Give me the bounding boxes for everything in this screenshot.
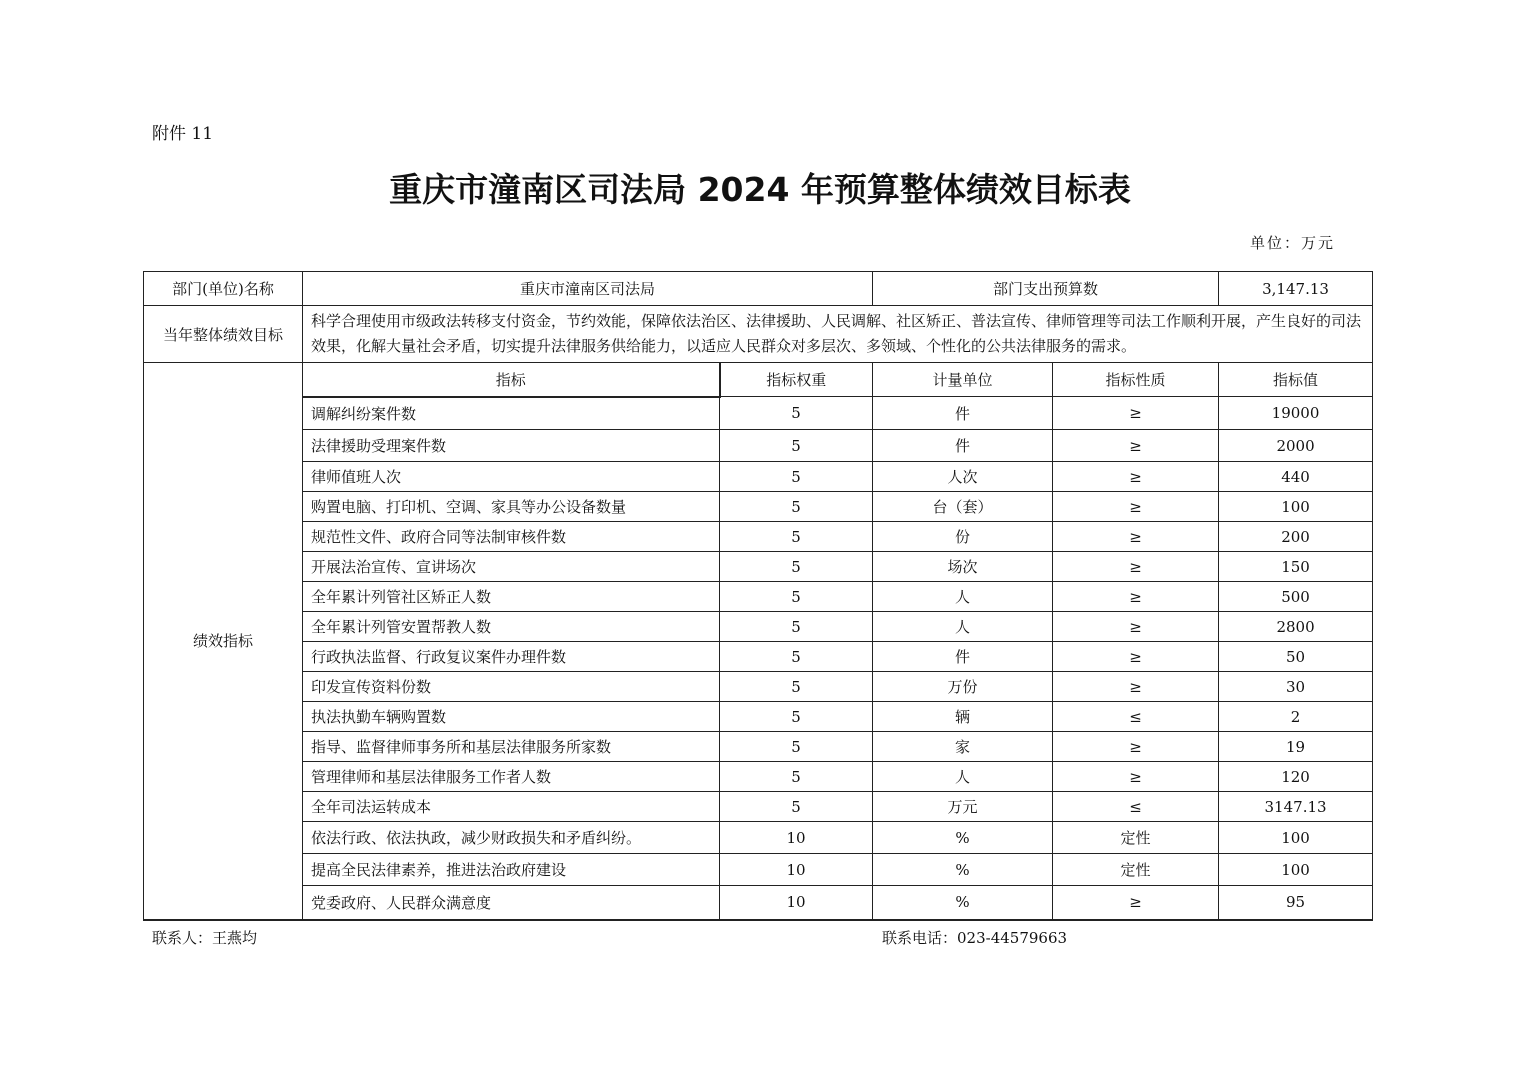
cell-weight: 10 (720, 886, 873, 920)
cell-indicator: 全年累计列管安置帮教人数 (303, 612, 720, 642)
indicator-row (144, 397, 1373, 430)
budget-value: 3,147.13 (1219, 272, 1373, 306)
cell-weight: 5 (720, 582, 873, 612)
cell-weight: 5 (720, 702, 873, 732)
header-nature: 指标性质 (1053, 363, 1219, 397)
indicator-row (144, 792, 1373, 822)
cell-unit: 人 (873, 582, 1053, 612)
cell-nature: ≥ (1053, 762, 1219, 792)
cell-nature: ≥ (1053, 397, 1219, 430)
page-title: 重庆市潼南区司法局 2024 年预算整体绩效目标表 (389, 170, 1131, 209)
cell-value: 100 (1219, 854, 1373, 886)
cell-indicator: 依法行政、依法执政，减少财政损失和矛盾纠纷。 (303, 822, 720, 854)
cell-unit: 份 (873, 522, 1053, 552)
attachment-label: 附件 11 (152, 124, 214, 144)
cell-unit: % (873, 822, 1053, 854)
cell-value: 19 (1219, 732, 1373, 762)
cell-unit: % (873, 886, 1053, 920)
cell-value: 2800 (1219, 612, 1373, 642)
cell-indicator: 律师值班人次 (303, 462, 720, 492)
indicator-row (144, 462, 1373, 492)
indicator-row (144, 642, 1373, 672)
cell-nature: ≥ (1053, 642, 1219, 672)
indicator-row (144, 672, 1373, 702)
cell-indicator: 印发宣传资料份数 (303, 672, 720, 702)
indicator-row (144, 582, 1373, 612)
cell-nature: ≥ (1053, 492, 1219, 522)
cell-nature: ≤ (1053, 702, 1219, 732)
cell-weight: 10 (720, 854, 873, 886)
contact-phone: 联系电话：023-44579663 (882, 929, 1068, 947)
indicator-row (144, 732, 1373, 762)
cell-weight: 5 (720, 612, 873, 642)
indicator-row (144, 522, 1373, 552)
header-value: 指标值 (1219, 363, 1373, 397)
unit-label: 单位：万元 (1250, 234, 1336, 252)
cell-unit: 件 (873, 642, 1053, 672)
cell-indicator: 执法执勤车辆购置数 (303, 702, 720, 732)
cell-unit: 台（套） (873, 492, 1053, 522)
cell-nature: ≥ (1053, 522, 1219, 552)
cell-nature: ≥ (1053, 886, 1219, 920)
cell-weight: 5 (720, 430, 873, 462)
cell-weight: 5 (720, 732, 873, 762)
cell-value: 2000 (1219, 430, 1373, 462)
cell-unit: 家 (873, 732, 1053, 762)
cell-value: 500 (1219, 582, 1373, 612)
cell-nature: 定性 (1053, 822, 1219, 854)
dept-label: 部门(单位)名称 (144, 272, 303, 306)
cell-weight: 5 (720, 792, 873, 822)
cell-unit: % (873, 854, 1053, 886)
cell-indicator: 党委政府、人民群众满意度 (303, 886, 720, 920)
indicator-row (144, 762, 1373, 792)
cell-unit: 辆 (873, 702, 1053, 732)
indicator-row (144, 886, 1373, 920)
cell-weight: 5 (720, 522, 873, 552)
cell-unit: 件 (873, 397, 1053, 430)
cell-unit: 人次 (873, 462, 1053, 492)
dept-row (144, 272, 1373, 306)
performance-table (143, 271, 1373, 921)
indicator-row (144, 854, 1373, 886)
cell-value: 100 (1219, 822, 1373, 854)
cell-value: 95 (1219, 886, 1373, 920)
cell-weight: 5 (720, 552, 873, 582)
cell-weight: 5 (720, 492, 873, 522)
header-weight: 指标权重 (720, 363, 873, 397)
indicator-row (144, 612, 1373, 642)
cell-indicator: 调解纠纷案件数 (303, 397, 720, 430)
cell-value: 440 (1219, 462, 1373, 492)
cell-indicator: 行政执法监督、行政复议案件办理件数 (303, 642, 720, 672)
cell-unit: 人 (873, 762, 1053, 792)
cell-nature: ≥ (1053, 732, 1219, 762)
cell-indicator: 指导、监督律师事务所和基层法律服务所家数 (303, 732, 720, 762)
cell-value: 100 (1219, 492, 1373, 522)
cell-weight: 5 (720, 462, 873, 492)
cell-value: 200 (1219, 522, 1373, 552)
indicator-row (144, 430, 1373, 462)
cell-nature: ≥ (1053, 612, 1219, 642)
cell-weight: 5 (720, 672, 873, 702)
indicator-row (144, 492, 1373, 522)
header-indicator: 指标 (303, 363, 720, 397)
cell-unit: 万元 (873, 792, 1053, 822)
cell-nature: ≥ (1053, 672, 1219, 702)
cell-value: 120 (1219, 762, 1373, 792)
cell-indicator: 管理律师和基层法律服务工作者人数 (303, 762, 720, 792)
cell-unit: 人 (873, 612, 1053, 642)
cell-nature: ≥ (1053, 582, 1219, 612)
cell-unit: 件 (873, 430, 1053, 462)
cell-value: 30 (1219, 672, 1373, 702)
indicator-row (144, 702, 1373, 732)
cell-nature: ≥ (1053, 462, 1219, 492)
cell-weight: 5 (720, 397, 873, 430)
cell-nature: ≤ (1053, 792, 1219, 822)
cell-indicator: 购置电脑、打印机、空调、家具等办公设备数量 (303, 492, 720, 522)
cell-indicator: 提高全民法律素养，推进法治政府建设 (303, 854, 720, 886)
cell-indicator: 法律援助受理案件数 (303, 430, 720, 462)
cell-weight: 10 (720, 822, 873, 854)
cell-weight: 5 (720, 762, 873, 792)
cell-indicator: 全年累计列管社区矫正人数 (303, 582, 720, 612)
cell-value: 50 (1219, 642, 1373, 672)
indicator-header-row (144, 363, 1373, 397)
cell-value: 3147.13 (1219, 792, 1373, 822)
cell-nature: 定性 (1053, 854, 1219, 886)
cell-weight: 5 (720, 642, 873, 672)
dept-name: 重庆市潼南区司法局 (303, 272, 873, 306)
cell-value: 150 (1219, 552, 1373, 582)
goal-label: 当年整体绩效目标 (144, 306, 303, 363)
goal-row (144, 306, 1373, 363)
cell-nature: ≥ (1053, 430, 1219, 462)
cell-nature: ≥ (1053, 552, 1219, 582)
cell-indicator: 开展法治宣传、宣讲场次 (303, 552, 720, 582)
cell-unit: 场次 (873, 552, 1053, 582)
cell-indicator: 规范性文件、政府合同等法制审核件数 (303, 522, 720, 552)
indicator-row (144, 552, 1373, 582)
goal-text: 科学合理使用市级政法转移支付资金，节约效能，保障依法治区、法律援助、人民调解、社区矫正、普法宣传、律师管理等司法工作顺利开展，产生良好的司法效果，化解大量社会矛盾，切实提升法律服务供给能力，以适应人民群众对多层次、多领域、个性化的公共法律服务的需求。 (303, 306, 1373, 363)
cell-value: 2 (1219, 702, 1373, 732)
contact-person: 联系人：王燕均 (152, 929, 258, 947)
cell-indicator: 全年司法运转成本 (303, 792, 720, 822)
indicator-row (144, 822, 1373, 854)
budget-label: 部门支出预算数 (873, 272, 1219, 306)
header-unit: 计量单位 (873, 363, 1053, 397)
cell-value: 19000 (1219, 397, 1373, 430)
perf-label: 绩效指标 (144, 363, 303, 920)
cell-unit: 万份 (873, 672, 1053, 702)
